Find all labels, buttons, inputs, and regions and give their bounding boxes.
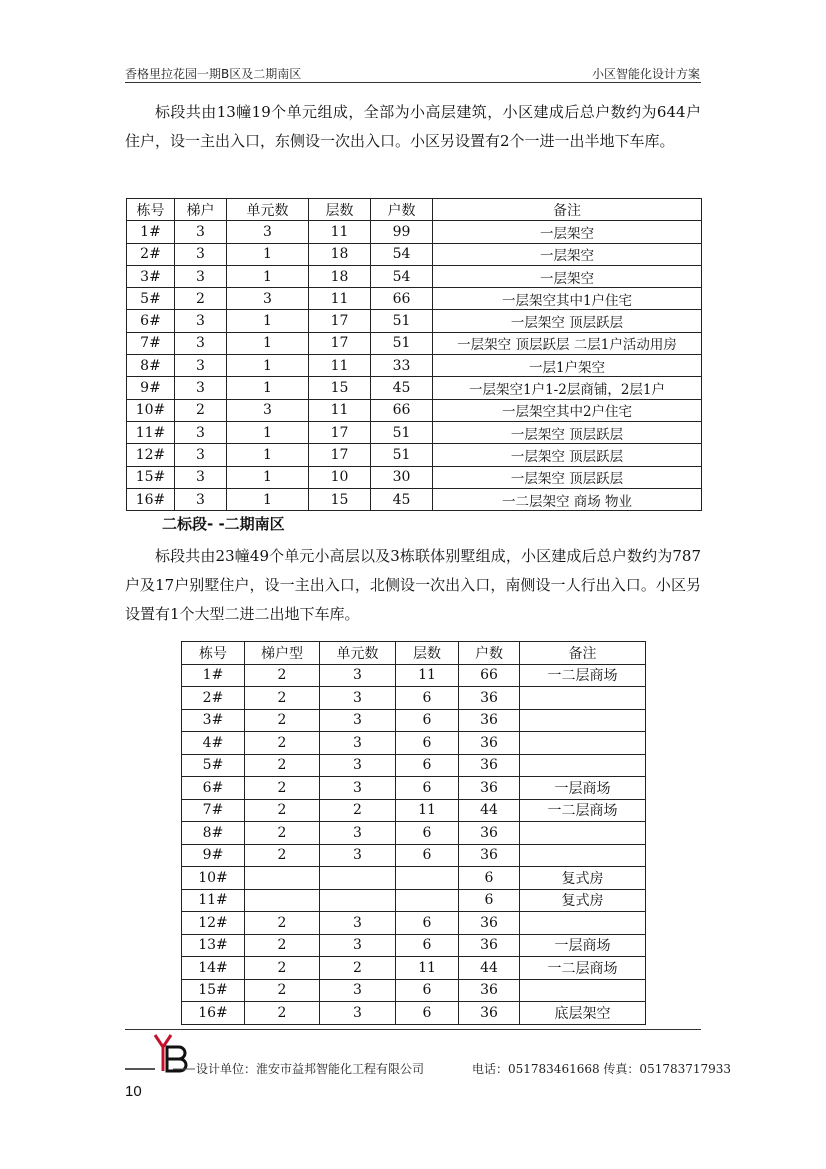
table-cell (320, 889, 396, 912)
column-header: 梯户型 (245, 642, 320, 665)
table-cell: 3 (175, 377, 227, 399)
table-row (182, 934, 646, 957)
table-cell: 复式房 (520, 867, 646, 890)
table-cell: 底层架空 (520, 1002, 646, 1025)
table-cell: 2 (245, 979, 320, 1002)
page-number: 10 (125, 1083, 142, 1100)
table-cell: 36 (459, 777, 520, 800)
table-row (182, 822, 646, 845)
table-row (182, 867, 646, 890)
table-cell: 54 (371, 265, 433, 287)
table-cell: 17 (309, 421, 371, 443)
table-cell: 44 (459, 799, 520, 822)
table-cell: 一层架空 (433, 221, 702, 243)
table-cell: 10 (309, 466, 371, 488)
table-cell: 6 (396, 777, 459, 800)
table-row (182, 957, 646, 980)
table-cell: 2 (245, 754, 320, 777)
table1-header (127, 199, 702, 221)
table-cell (520, 979, 646, 1002)
table-cell: 2 (245, 1002, 320, 1025)
table-cell: 36 (459, 822, 520, 845)
table-cell: 4# (182, 732, 245, 755)
table-cell: 44 (459, 957, 520, 980)
table-cell: 6 (396, 687, 459, 710)
table-cell: 6 (396, 1002, 459, 1025)
table-cell: 1 (227, 377, 309, 399)
table-cell: 5# (182, 754, 245, 777)
table-row (182, 664, 646, 687)
column-header: 栋号 (127, 199, 175, 221)
table-cell: 一层架空 (433, 265, 702, 287)
table-cell: 3 (175, 421, 227, 443)
table-cell: 6 (396, 844, 459, 867)
table-cell: 2 (245, 912, 320, 935)
table-cell: 6 (396, 822, 459, 845)
footer-design-unit: 设计单位：淮安市益邦智能化工程有限公司 (196, 1062, 425, 1076)
table-cell: 18 (309, 243, 371, 265)
table-cell: 3 (175, 466, 227, 488)
column-header: 备注 (433, 199, 702, 221)
table-cell: 3 (320, 934, 396, 957)
table-row (127, 421, 702, 443)
table-cell: 12# (127, 444, 175, 466)
table-cell: 一层架空 顶层跃层 (433, 310, 702, 332)
table-row (127, 221, 702, 243)
table-cell: 66 (371, 288, 433, 310)
table-cell: 3 (320, 664, 396, 687)
table-cell: 7# (182, 799, 245, 822)
table-cell: 一层架空其中1户住宅 (433, 288, 702, 310)
table-cell: 16# (182, 1002, 245, 1025)
table-cell: 一层架空 顶层跃层 (433, 444, 702, 466)
table-cell: 2 (175, 288, 227, 310)
table-cell: 15 (309, 377, 371, 399)
table-cell: 17 (309, 310, 371, 332)
table-cell: 3 (175, 243, 227, 265)
table-cell: 51 (371, 310, 433, 332)
table-cell: 36 (459, 709, 520, 732)
table-cell: 2# (127, 243, 175, 265)
table-cell (520, 687, 646, 710)
table-cell (320, 867, 396, 890)
table-cell: 3 (175, 355, 227, 377)
table-cell (520, 754, 646, 777)
table-cell: 2 (245, 844, 320, 867)
table-cell: 11 (309, 355, 371, 377)
table-cell: 6 (396, 709, 459, 732)
table-row (127, 310, 702, 332)
table-cell: 36 (459, 732, 520, 755)
table-cell: 66 (371, 399, 433, 421)
table-cell: 36 (459, 754, 520, 777)
table-cell: 36 (459, 687, 520, 710)
table-cell: 36 (459, 934, 520, 957)
table2-body (182, 664, 646, 1024)
table-cell: 2 (245, 732, 320, 755)
table-cell: 36 (459, 1002, 520, 1025)
table-row (127, 332, 702, 354)
table-row (182, 844, 646, 867)
table-row (182, 1002, 646, 1025)
table-row (127, 444, 702, 466)
table-cell: 54 (371, 243, 433, 265)
table-cell: 1# (127, 221, 175, 243)
table-cell: 66 (459, 664, 520, 687)
table-cell: 17 (309, 444, 371, 466)
table-cell: 一层商场 (520, 777, 646, 800)
table-cell: 一层架空 (433, 243, 702, 265)
table-cell: 16# (127, 488, 175, 510)
table-cell: 10# (182, 867, 245, 890)
table-cell: 一二层商场 (520, 664, 646, 687)
table-cell: 45 (371, 377, 433, 399)
table-cell: 3 (320, 844, 396, 867)
header-divider (125, 82, 701, 83)
table-cell: 9# (127, 377, 175, 399)
table-row (182, 777, 646, 800)
table-cell: 11 (309, 288, 371, 310)
header-section-title: 小区智能化设计方案 (591, 67, 700, 81)
table-cell: 11# (182, 889, 245, 912)
table-cell: 3 (320, 732, 396, 755)
table-cell: 2 (245, 957, 320, 980)
column-header: 户数 (371, 199, 433, 221)
table-cell: 6 (396, 934, 459, 957)
table-cell: 12# (182, 912, 245, 935)
table-cell: 3 (320, 687, 396, 710)
table-cell: 1 (227, 265, 309, 287)
table-row (127, 399, 702, 421)
table-row (182, 709, 646, 732)
table-cell: 6 (396, 912, 459, 935)
table-cell (520, 822, 646, 845)
table-row (127, 355, 702, 377)
table-cell: 3 (175, 332, 227, 354)
table-cell: 3 (175, 265, 227, 287)
table-cell: 3 (320, 709, 396, 732)
table-row (182, 889, 646, 912)
table-cell: 3 (320, 1002, 396, 1025)
table-cell: 10# (127, 399, 175, 421)
table-cell: 一二层商场 (520, 957, 646, 980)
intro-paragraph: 标段共由13幢19个单元组成，全部为小高层建筑，小区建成后总户数约为644户住户，设一主出入口，东侧设一次出入口。小区另设置有2个一进一出半地下车库。 (125, 103, 701, 150)
table-cell: 1 (227, 310, 309, 332)
table-cell: 11# (127, 421, 175, 443)
table-cell: 一层架空 顶层跃层 二层1户活动用房 (433, 332, 702, 354)
section1-building-table (126, 198, 702, 511)
table-cell: 3# (182, 709, 245, 732)
table-cell: 3 (320, 754, 396, 777)
column-header: 栋号 (182, 642, 245, 665)
table-cell: 2 (245, 709, 320, 732)
table-cell (245, 867, 320, 890)
table-cell: 2 (175, 399, 227, 421)
table-row (127, 265, 702, 287)
table-cell: 51 (371, 444, 433, 466)
table-row (182, 912, 646, 935)
table-cell: 6 (396, 732, 459, 755)
table-cell: 6 (459, 889, 520, 912)
table-cell: 3 (320, 822, 396, 845)
table-cell: 33 (371, 355, 433, 377)
table-cell: 一层1户架空 (433, 355, 702, 377)
table-cell (520, 732, 646, 755)
column-header: 备注 (520, 642, 646, 665)
footer-divider (125, 1029, 701, 1030)
table-cell: 3 (320, 912, 396, 935)
table-cell: 一层架空 顶层跃层 (433, 466, 702, 488)
table-cell: 6# (182, 777, 245, 800)
table-cell: 8# (127, 355, 175, 377)
table-row (127, 243, 702, 265)
column-header: 层数 (309, 199, 371, 221)
table-cell: 17 (309, 332, 371, 354)
table-cell: 3 (175, 444, 227, 466)
table-cell: 51 (371, 421, 433, 443)
table-cell: 45 (371, 488, 433, 510)
table-cell (245, 889, 320, 912)
table-cell: 8# (182, 822, 245, 845)
table-cell: 1 (227, 355, 309, 377)
table-cell: 复式房 (520, 889, 646, 912)
table-cell: 6 (396, 979, 459, 1002)
table-cell (520, 709, 646, 732)
table-cell: 6 (459, 867, 520, 890)
table-cell: 13# (182, 934, 245, 957)
table-row (182, 799, 646, 822)
section2-paragraph: 标段共由23幢49个单元小高层以及3栋联体别墅组成，小区建成后总户数约为787户及17户别墅住户，设一主出入口，北侧设一次出入口，南侧设一人行出入口。小区另设置有1个大型二进二出地下车库。 (125, 547, 701, 623)
table-cell: 2 (245, 777, 320, 800)
footer-contact: 电话：051783461668 传真：051783717933 (472, 1062, 732, 1076)
table-cell (396, 889, 459, 912)
table-cell: 一二层架空 商场 物业 (433, 488, 702, 510)
column-header: 单元数 (320, 642, 396, 665)
table-row (182, 754, 646, 777)
table-cell: 36 (459, 979, 520, 1002)
table-row (127, 377, 702, 399)
table-cell: 18 (309, 265, 371, 287)
table-cell: 2# (182, 687, 245, 710)
table-cell: 1 (227, 243, 309, 265)
table-row (127, 488, 702, 510)
table-row (127, 288, 702, 310)
table-cell: 一层架空其中2户住宅 (433, 399, 702, 421)
section2-building-table (181, 641, 646, 1025)
table-cell: 1 (227, 332, 309, 354)
table-cell: 2 (320, 799, 396, 822)
table-cell (520, 844, 646, 867)
table-cell: 11 (309, 399, 371, 421)
table-row (182, 732, 646, 755)
table-cell: 3 (175, 310, 227, 332)
table-cell: 11 (396, 799, 459, 822)
table-cell: 2 (320, 957, 396, 980)
table-cell: 15# (182, 979, 245, 1002)
table-cell: 2 (245, 799, 320, 822)
table-cell: 2 (245, 934, 320, 957)
table-cell: 2 (245, 664, 320, 687)
column-header: 单元数 (227, 199, 309, 221)
table-cell: 1 (227, 444, 309, 466)
table-row (127, 466, 702, 488)
table-cell: 6 (396, 754, 459, 777)
table-cell: 6# (127, 310, 175, 332)
table-cell: 1 (227, 466, 309, 488)
table-cell: 36 (459, 844, 520, 867)
table-cell: 3 (175, 488, 227, 510)
table-cell: 一层商场 (520, 934, 646, 957)
header-document-title: 香格里拉花园一期B区及二期南区 (125, 67, 302, 81)
table-cell: 30 (371, 466, 433, 488)
table-cell: 3 (227, 288, 309, 310)
column-header: 层数 (396, 642, 459, 665)
table-cell: 9# (182, 844, 245, 867)
table-cell: 15# (127, 466, 175, 488)
table-cell (520, 912, 646, 935)
table-row (182, 979, 646, 1002)
table-cell: 3 (227, 399, 309, 421)
table-cell: 3 (227, 221, 309, 243)
table-cell: 3 (320, 777, 396, 800)
table-cell: 一二层商场 (520, 799, 646, 822)
table-cell: 7# (127, 332, 175, 354)
table-cell: 11 (309, 221, 371, 243)
column-header: 户数 (459, 642, 520, 665)
table-cell: 1 (227, 488, 309, 510)
table-cell: 5# (127, 288, 175, 310)
table-cell (396, 867, 459, 890)
table-cell: 11 (396, 664, 459, 687)
table-cell: 14# (182, 957, 245, 980)
table-cell: 1 (227, 421, 309, 443)
table-cell: 1# (182, 664, 245, 687)
table-cell: 一层架空 顶层跃层 (433, 421, 702, 443)
section2-heading: 二标段- -二期南区 (162, 515, 285, 533)
table2-header (182, 642, 646, 665)
table-cell: 11 (396, 957, 459, 980)
table-cell: 2 (245, 687, 320, 710)
table1-body (127, 221, 702, 511)
table-cell: 3 (175, 221, 227, 243)
table-cell: 15 (309, 488, 371, 510)
company-logo (125, 1033, 195, 1075)
table-cell: 51 (371, 332, 433, 354)
table-cell: 一层架空1户1-2层商铺，2层1户 (433, 377, 702, 399)
table-cell: 3# (127, 265, 175, 287)
table-cell: 3 (320, 979, 396, 1002)
table-row (182, 687, 646, 710)
table-cell: 36 (459, 912, 520, 935)
column-header: 梯户 (175, 199, 227, 221)
table-cell: 2 (245, 822, 320, 845)
table-cell: 99 (371, 221, 433, 243)
